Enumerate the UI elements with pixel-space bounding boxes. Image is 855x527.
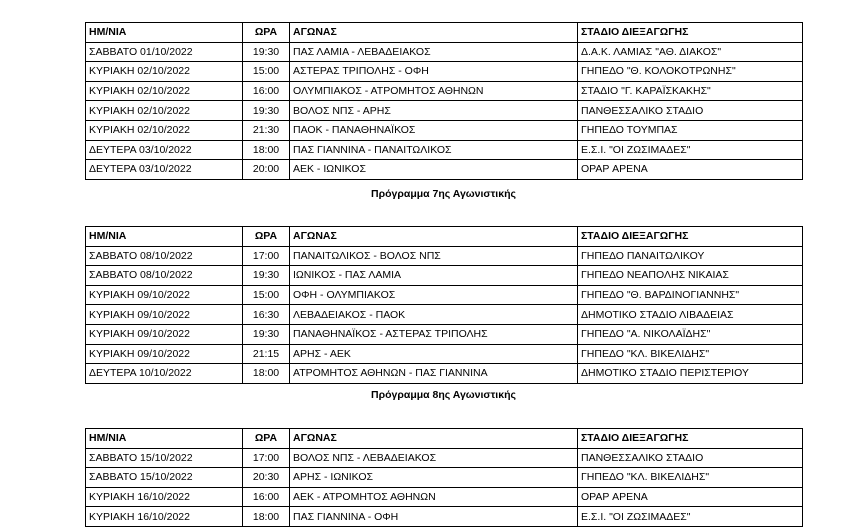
match-time: 18:00 bbox=[243, 364, 290, 384]
round-8-table bbox=[85, 428, 803, 527]
match-time: 20:30 bbox=[243, 468, 290, 488]
table-row bbox=[86, 266, 803, 286]
match-venue: ΠΑΝΘΕΣΣΑΛΙΚΟ ΣΤΑΔΙΟ bbox=[578, 101, 803, 121]
match-venue: ΔΗΜΟΤΙΚΟ ΣΤΑΔΙΟ ΠΕΡΙΣΤΕΡΙΟΥ bbox=[578, 364, 803, 384]
table-row bbox=[86, 120, 803, 140]
header-date: ΗΜ/ΝΙΑ bbox=[86, 227, 243, 247]
match-time: 20:00 bbox=[243, 160, 290, 180]
match-date: ΣΑΒΒΑΤΟ 08/10/2022 bbox=[86, 246, 243, 266]
header-time: ΩΡΑ bbox=[243, 227, 290, 247]
match-time: 16:00 bbox=[243, 81, 290, 101]
match-time: 17:00 bbox=[243, 246, 290, 266]
match-time: 18:00 bbox=[243, 507, 290, 527]
table-row bbox=[86, 81, 803, 101]
match-teams: ΑΕΚ - ΙΩΝΙΚΟΣ bbox=[290, 160, 578, 180]
match-date: ΚΥΡΙΑΚΗ 02/10/2022 bbox=[86, 101, 243, 121]
match-date: ΔΕΥΤΕΡΑ 10/10/2022 bbox=[86, 364, 243, 384]
match-venue: ΓΗΠΕΔΟ "Θ. ΚΟΛΟΚΟΤΡΩΝΗΣ" bbox=[578, 62, 803, 82]
table-row bbox=[86, 448, 803, 468]
match-teams: ΠΑΝΑΘΗΝΑΪΚΟΣ - ΑΣΤΕΡΑΣ ΤΡΙΠΟΛΗΣ bbox=[290, 324, 578, 344]
table-header-row bbox=[86, 429, 803, 449]
match-time: 19:30 bbox=[243, 101, 290, 121]
match-date: ΚΥΡΙΑΚΗ 09/10/2022 bbox=[86, 344, 243, 364]
round-8-title: Πρόγραμμα 8ης Αγωνιστικής bbox=[371, 389, 516, 401]
match-date: ΚΥΡΙΑΚΗ 09/10/2022 bbox=[86, 324, 243, 344]
match-date: ΣΑΒΒΑΤΟ 01/10/2022 bbox=[86, 42, 243, 62]
table-header-row bbox=[86, 23, 803, 43]
match-teams: ΑΡΗΣ - ΙΩΝΙΚΟΣ bbox=[290, 468, 578, 488]
table-row bbox=[86, 344, 803, 364]
match-teams: ΑΤΡΟΜΗΤΟΣ ΑΘΗΝΩΝ - ΠΑΣ ΓΙΑΝΝΙΝΑ bbox=[290, 364, 578, 384]
header-date: ΗΜ/ΝΙΑ bbox=[86, 429, 243, 449]
match-time: 19:30 bbox=[243, 42, 290, 62]
match-venue: ΓΗΠΕΔΟ ΤΟΥΜΠΑΣ bbox=[578, 120, 803, 140]
match-venue: ΠΑΝΘΕΣΣΑΛΙΚΟ ΣΤΑΔΙΟ bbox=[578, 448, 803, 468]
match-venue: Ε.Σ.Ι. "ΟΙ ΖΩΣΙΜΑΔΕΣ" bbox=[578, 507, 803, 527]
header-time: ΩΡΑ bbox=[243, 429, 290, 449]
match-date: ΔΕΥΤΕΡΑ 03/10/2022 bbox=[86, 160, 243, 180]
match-time: 19:30 bbox=[243, 324, 290, 344]
match-date: ΚΥΡΙΑΚΗ 02/10/2022 bbox=[86, 62, 243, 82]
match-time: 21:30 bbox=[243, 120, 290, 140]
match-time: 16:30 bbox=[243, 305, 290, 325]
header-time: ΩΡΑ bbox=[243, 23, 290, 43]
match-time: 15:00 bbox=[243, 285, 290, 305]
match-date: ΚΥΡΙΑΚΗ 09/10/2022 bbox=[86, 305, 243, 325]
match-venue: ΓΗΠΕΔΟ ΝΕΑΠΟΛΗΣ ΝΙΚΑΙΑΣ bbox=[578, 266, 803, 286]
match-teams: ΑΡΗΣ - ΑΕΚ bbox=[290, 344, 578, 364]
match-time: 19:30 bbox=[243, 266, 290, 286]
match-teams: ΠΑΟΚ - ΠΑΝΑΘΗΝΑΪΚΟΣ bbox=[290, 120, 578, 140]
header-venue: ΣΤΑΔΙΟ ΔΙΕΞΑΓΩΓΗΣ bbox=[578, 227, 803, 247]
table-row bbox=[86, 246, 803, 266]
match-time: 16:00 bbox=[243, 487, 290, 507]
match-teams: ΒΟΛΟΣ ΝΠΣ - ΑΡΗΣ bbox=[290, 101, 578, 121]
match-venue: ΓΗΠΕΔΟ "Α. ΝΙΚΟΛΑΪΔΗΣ" bbox=[578, 324, 803, 344]
match-date: ΣΑΒΒΑΤΟ 15/10/2022 bbox=[86, 448, 243, 468]
match-venue: ΓΗΠΕΔΟ ΠΑΝΑΙΤΩΛΙΚΟΥ bbox=[578, 246, 803, 266]
table-row bbox=[86, 62, 803, 82]
table-row bbox=[86, 507, 803, 527]
table-row bbox=[86, 468, 803, 488]
round-7-table bbox=[85, 226, 803, 384]
table-row bbox=[86, 160, 803, 180]
match-teams: ΠΑΣ ΓΙΑΝΝΙΝΑ - ΟΦΗ bbox=[290, 507, 578, 527]
match-time: 17:00 bbox=[243, 448, 290, 468]
match-date: ΚΥΡΙΑΚΗ 02/10/2022 bbox=[86, 120, 243, 140]
header-match: ΑΓΩΝΑΣ bbox=[290, 23, 578, 43]
match-teams: ΑΣΤΕΡΑΣ ΤΡΙΠΟΛΗΣ - ΟΦΗ bbox=[290, 62, 578, 82]
match-date: ΣΑΒΒΑΤΟ 08/10/2022 bbox=[86, 266, 243, 286]
table-row bbox=[86, 487, 803, 507]
match-teams: ΠΑΣ ΓΙΑΝΝΙΝΑ - ΠΑΝΑΙΤΩΛΙΚΟΣ bbox=[290, 140, 578, 160]
table-row bbox=[86, 42, 803, 62]
match-date: ΔΕΥΤΕΡΑ 03/10/2022 bbox=[86, 140, 243, 160]
header-venue: ΣΤΑΔΙΟ ΔΙΕΞΑΓΩΓΗΣ bbox=[578, 429, 803, 449]
match-date: ΣΑΒΒΑΤΟ 15/10/2022 bbox=[86, 468, 243, 488]
match-teams: ΒΟΛΟΣ ΝΠΣ - ΛΕΒΑΔΕΙΑΚΟΣ bbox=[290, 448, 578, 468]
match-date: ΚΥΡΙΑΚΗ 16/10/2022 bbox=[86, 487, 243, 507]
match-time: 15:00 bbox=[243, 62, 290, 82]
header-venue: ΣΤΑΔΙΟ ΔΙΕΞΑΓΩΓΗΣ bbox=[578, 23, 803, 43]
header-match: ΑΓΩΝΑΣ bbox=[290, 227, 578, 247]
table-row bbox=[86, 305, 803, 325]
round-6-table bbox=[85, 22, 803, 180]
table-row bbox=[86, 140, 803, 160]
match-date: ΚΥΡΙΑΚΗ 16/10/2022 bbox=[86, 507, 243, 527]
match-teams: ΠΑΝΑΙΤΩΛΙΚΟΣ - ΒΟΛΟΣ ΝΠΣ bbox=[290, 246, 578, 266]
match-teams: ΟΛΥΜΠΙΑΚΟΣ - ΑΤΡΟΜΗΤΟΣ ΑΘΗΝΩΝ bbox=[290, 81, 578, 101]
table-row bbox=[86, 324, 803, 344]
round-7-title: Πρόγραμμα 7ης Αγωνιστικής bbox=[371, 188, 516, 200]
match-teams: ΟΦΗ - ΟΛΥΜΠΙΑΚΟΣ bbox=[290, 285, 578, 305]
match-date: ΚΥΡΙΑΚΗ 02/10/2022 bbox=[86, 81, 243, 101]
match-venue: ΓΗΠΕΔΟ "ΚΛ. ΒΙΚΕΛΙΔΗΣ" bbox=[578, 344, 803, 364]
match-time: 21:15 bbox=[243, 344, 290, 364]
match-teams: ΛΕΒΑΔΕΙΑΚΟΣ - ΠΑΟΚ bbox=[290, 305, 578, 325]
match-teams: ΙΩΝΙΚΟΣ - ΠΑΣ ΛΑΜΙΑ bbox=[290, 266, 578, 286]
match-time: 18:00 bbox=[243, 140, 290, 160]
match-teams: ΠΑΣ ΛΑΜΙΑ - ΛΕΒΑΔΕΙΑΚΟΣ bbox=[290, 42, 578, 62]
match-date: ΚΥΡΙΑΚΗ 09/10/2022 bbox=[86, 285, 243, 305]
header-match: ΑΓΩΝΑΣ bbox=[290, 429, 578, 449]
table-row bbox=[86, 101, 803, 121]
match-venue: Δ.Α.Κ. ΛΑΜΙΑΣ "ΑΘ. ΔΙΑΚΟΣ" bbox=[578, 42, 803, 62]
table-row bbox=[86, 364, 803, 384]
match-venue: ΔΗΜΟΤΙΚΟ ΣΤΑΔΙΟ ΛΙΒΑΔΕΙΑΣ bbox=[578, 305, 803, 325]
match-venue: OPAP ΑΡΕΝΑ bbox=[578, 160, 803, 180]
header-date: ΗΜ/ΝΙΑ bbox=[86, 23, 243, 43]
match-venue: Ε.Σ.Ι. "ΟΙ ΖΩΣΙΜΑΔΕΣ" bbox=[578, 140, 803, 160]
match-venue: ΓΗΠΕΔΟ "Θ. ΒΑΡΔΙΝΟΓΙΑΝΝΗΣ" bbox=[578, 285, 803, 305]
table-row bbox=[86, 285, 803, 305]
match-teams: ΑΕΚ - ΑΤΡΟΜΗΤΟΣ ΑΘΗΝΩΝ bbox=[290, 487, 578, 507]
match-venue: OPAP ΑΡΕΝΑ bbox=[578, 487, 803, 507]
match-venue: ΣΤΑΔΙΟ "Γ. ΚΑΡΑΪΣΚΑΚΗΣ" bbox=[578, 81, 803, 101]
table-header-row bbox=[86, 227, 803, 247]
match-venue: ΓΗΠΕΔΟ "ΚΛ. ΒΙΚΕΛΙΔΗΣ" bbox=[578, 468, 803, 488]
